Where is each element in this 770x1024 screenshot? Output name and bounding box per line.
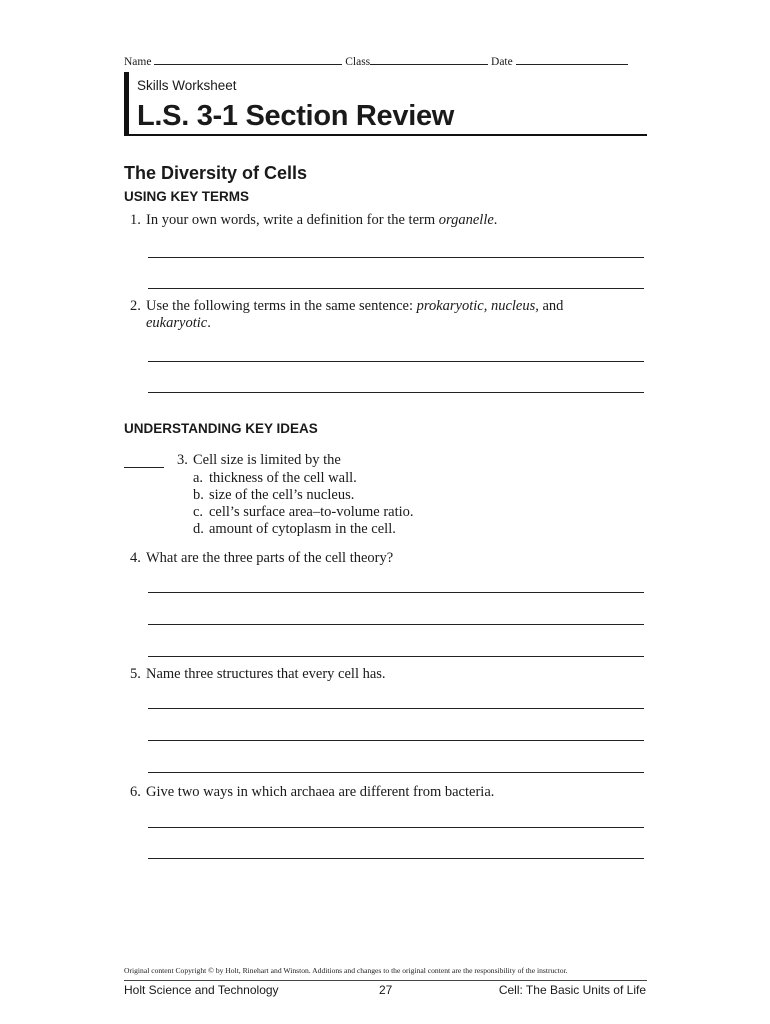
question-6: [130, 784, 494, 801]
question-4: [130, 550, 393, 567]
question-term: eukaryotic: [146, 315, 208, 331]
section-heading: The Diversity of Cells: [124, 163, 308, 183]
date-label: Date: [491, 56, 513, 68]
option-text: thickness of the cell wall.: [209, 470, 357, 486]
answer-line-5b[interactable]: [148, 740, 644, 741]
answer-line-1a[interactable]: [148, 257, 644, 258]
question-term: organelle: [438, 212, 494, 228]
answer-line-4b[interactable]: [148, 624, 644, 625]
question-text-and: and: [538, 298, 564, 314]
copyright-notice: Original content Copyright © by Holt, Rinehart and Winston. Additions and changes to the original content are the responsibility of the instructor.: [124, 966, 568, 975]
question-number: 6.: [130, 784, 141, 800]
answer-line-2a[interactable]: [148, 361, 644, 362]
title-bar-accent: [124, 72, 129, 136]
option-letter: b.: [193, 487, 204, 503]
question-2: [130, 298, 563, 332]
question-3-options: [193, 470, 414, 538]
date-field[interactable]: [516, 55, 628, 65]
option-letter: c.: [193, 504, 204, 520]
page-title: L.S. 3-1 Section Review: [137, 100, 455, 132]
key-terms-heading: USING KEY TERMS: [124, 189, 250, 204]
page-number: 27: [379, 983, 393, 997]
question-3: [177, 452, 341, 469]
option-a[interactable]: [193, 470, 414, 487]
name-field[interactable]: [154, 55, 342, 65]
answer-line-6b[interactable]: [148, 858, 644, 859]
class-label: Class: [345, 56, 371, 68]
option-text: cell’s surface area–to-volume ratio.: [209, 504, 414, 520]
class-field[interactable]: [370, 55, 488, 65]
option-letter: d.: [193, 521, 204, 537]
question-terms: prokaryotic, nucleus,: [416, 298, 539, 314]
question-5: [130, 666, 386, 683]
option-text: amount of cytoplasm in the cell.: [209, 521, 396, 537]
question-text: What are the three parts of the cell theory?: [146, 550, 394, 566]
footer-publisher: Holt Science and Technology: [124, 983, 279, 997]
answer-line-5a[interactable]: [148, 708, 644, 709]
answer-line-4a[interactable]: [148, 592, 644, 593]
question-number: 2.: [130, 298, 141, 314]
question-punct: .: [207, 315, 211, 331]
question-1: [130, 212, 497, 229]
question-punct: .: [493, 212, 498, 228]
option-c[interactable]: [193, 504, 414, 521]
option-text: size of the cell’s nucleus.: [209, 487, 355, 503]
footer-rule: [124, 980, 647, 981]
option-b[interactable]: [193, 487, 414, 504]
key-ideas-heading: UNDERSTANDING KEY IDEAS: [124, 421, 318, 436]
question-text: In your own words, write a definition for the term: [146, 212, 439, 228]
answer-line-6a[interactable]: [148, 827, 644, 828]
answer-line-4c[interactable]: [148, 656, 644, 657]
option-d[interactable]: [193, 521, 414, 538]
name-label: Name: [124, 56, 152, 68]
worksheet-type-label: Skills Worksheet: [137, 78, 237, 93]
answer-line-2b[interactable]: [148, 392, 644, 393]
question-text: Use the following terms in the same sentence:: [146, 298, 417, 314]
question-number: 1.: [130, 212, 141, 228]
question-text: Cell size is limited by the: [193, 452, 341, 468]
question-number: 4.: [130, 550, 141, 566]
option-letter: a.: [193, 470, 204, 486]
answer-blank-3[interactable]: [124, 467, 164, 468]
answer-line-1b[interactable]: [148, 288, 644, 289]
student-info-line: [124, 55, 628, 68]
footer-chapter: Cell: The Basic Units of Life: [498, 983, 646, 997]
question-number: 3.: [177, 452, 188, 468]
question-text: Give two ways in which archaea are different from bacteria.: [146, 784, 495, 800]
question-text: Name three structures that every cell has.: [146, 666, 386, 682]
title-rule: [124, 134, 647, 136]
question-number: 5.: [130, 666, 141, 682]
answer-line-5c[interactable]: [148, 772, 644, 773]
